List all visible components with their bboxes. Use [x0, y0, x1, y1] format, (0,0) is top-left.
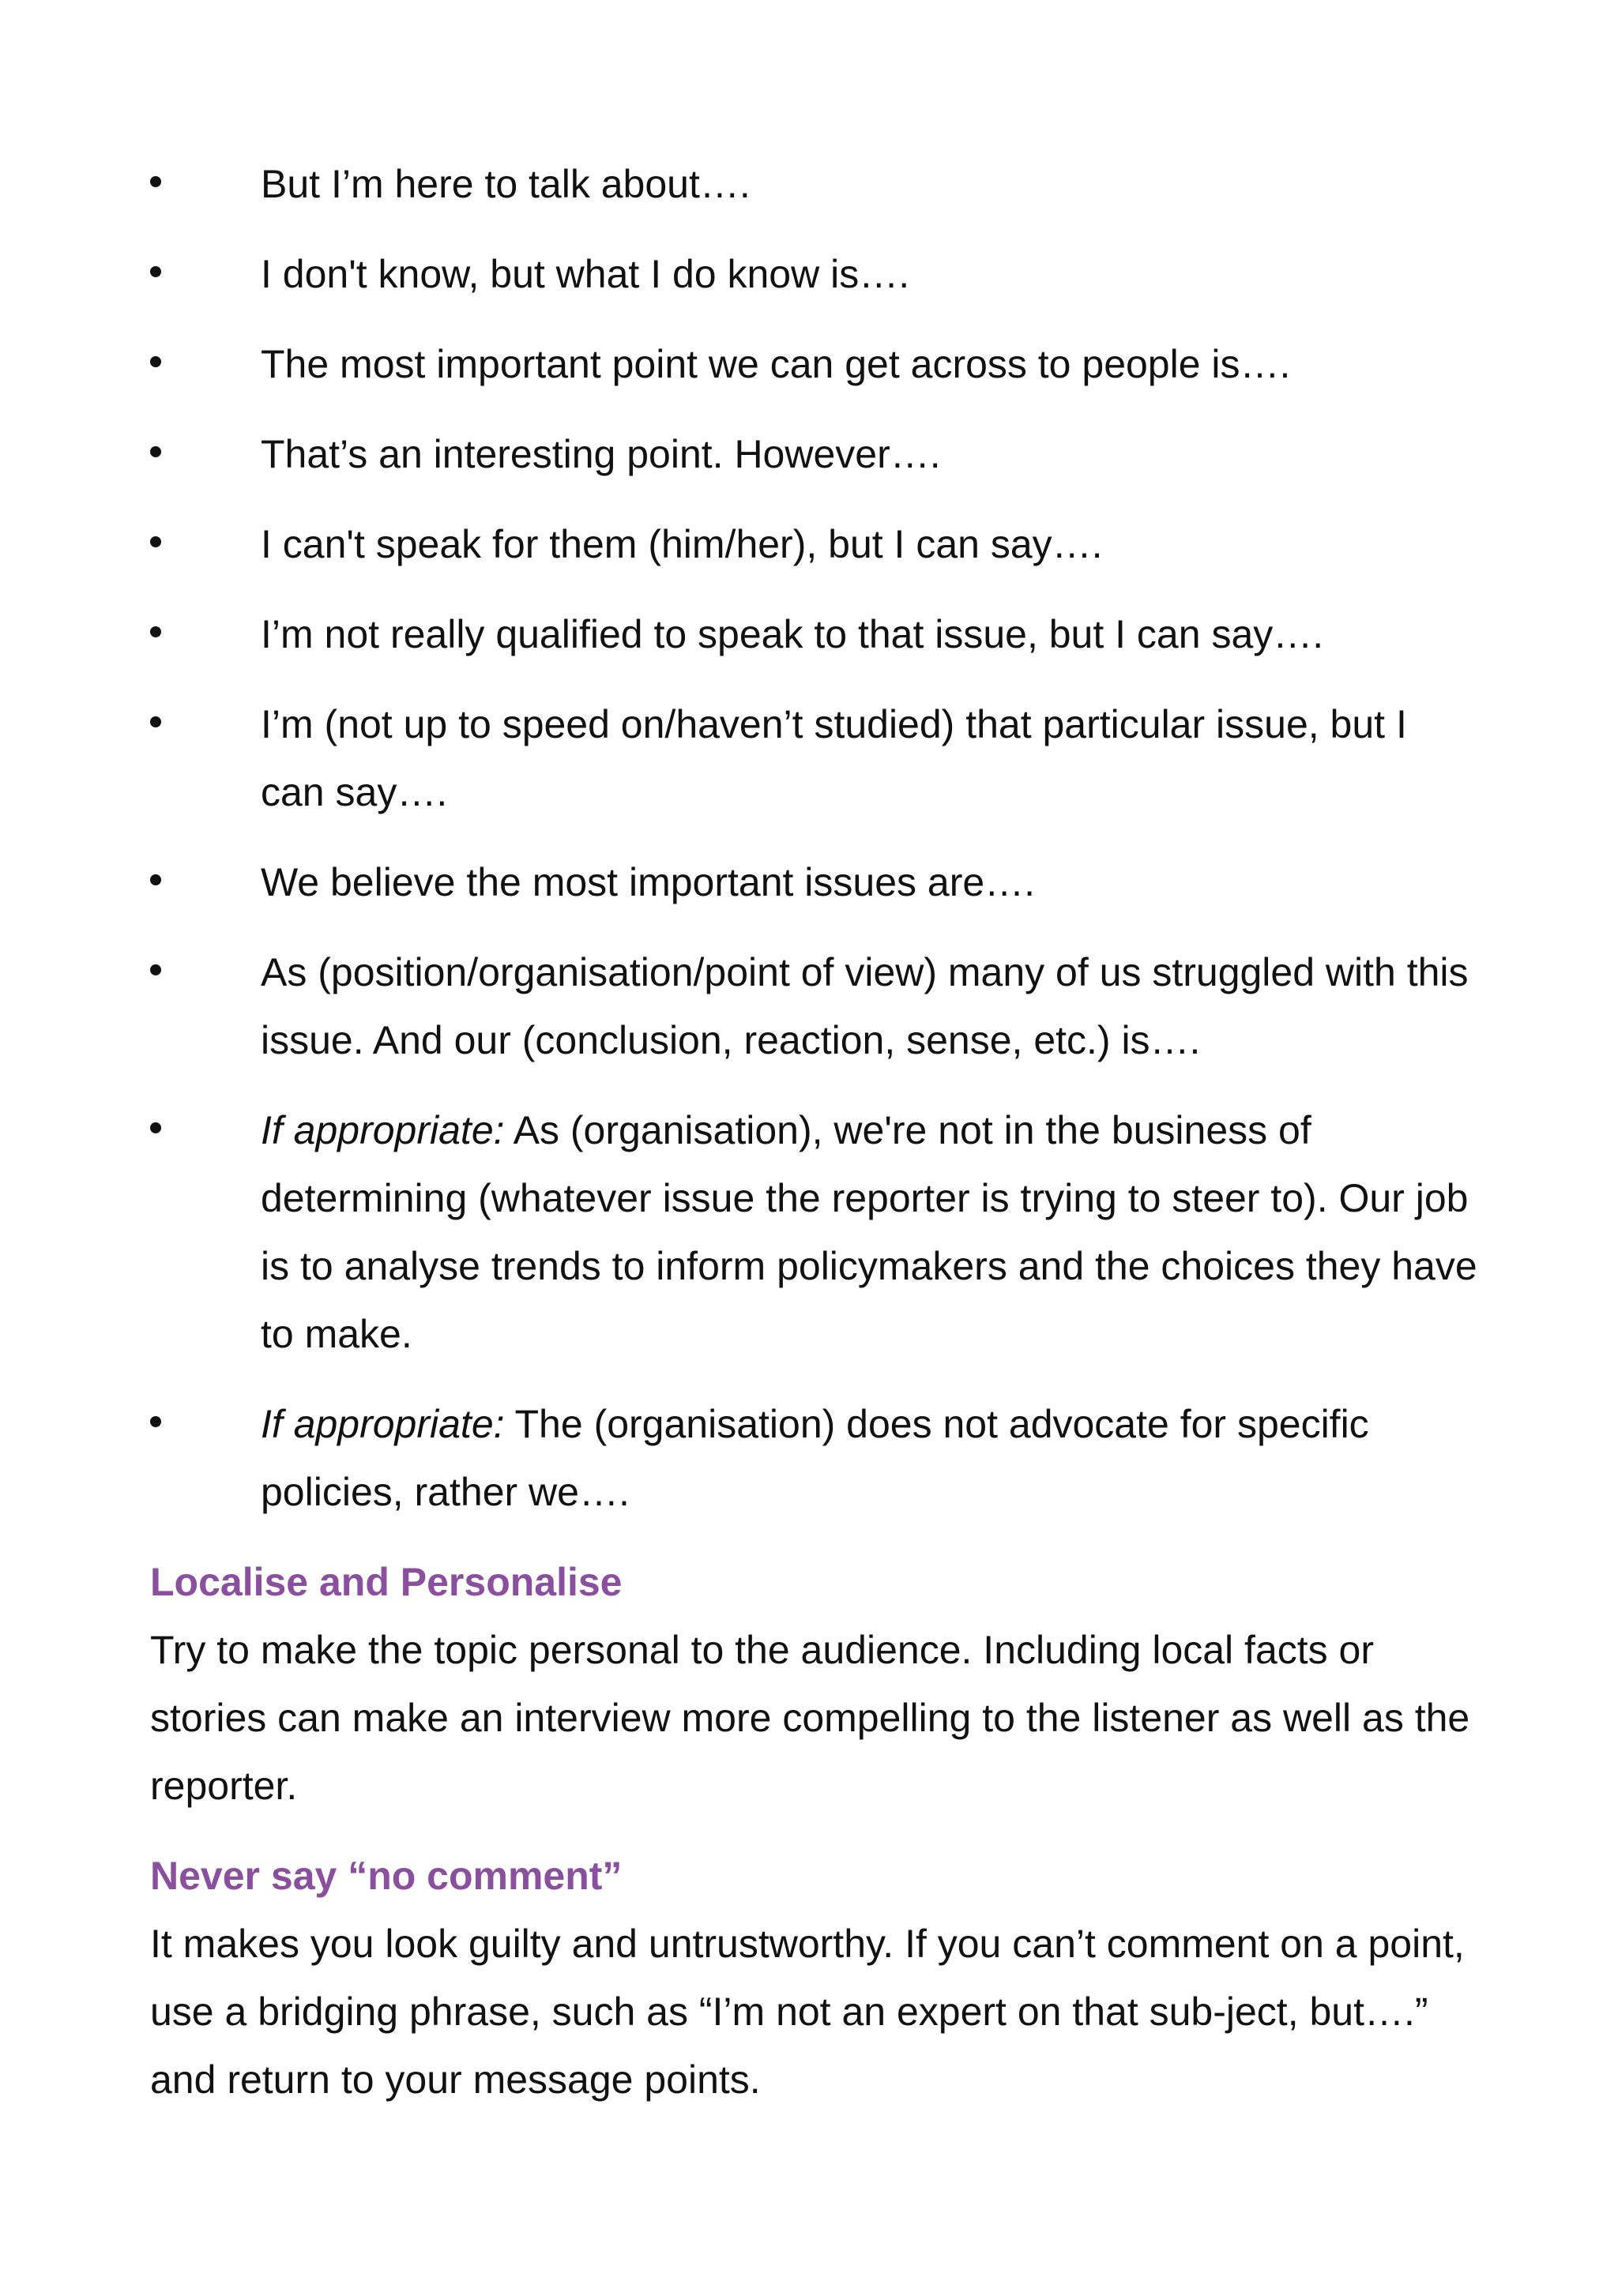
list-item-text: I’m not really qualified to speak to that issue, but I can say…. — [261, 612, 1324, 656]
bullet-icon — [150, 176, 161, 187]
list-item — [150, 240, 1477, 308]
list-item-text: The most important point we can get across to people is…. — [261, 342, 1291, 386]
list-item — [150, 510, 1477, 578]
bullet-icon — [150, 266, 161, 277]
bullet-icon — [150, 446, 161, 457]
bullet-icon — [150, 874, 161, 885]
list-item — [150, 600, 1477, 668]
list-item — [150, 690, 1477, 826]
list-item-text: I can't speak for them (him/her), but I can say…. — [261, 522, 1103, 566]
list-item-prefix: If appropriate: — [261, 1402, 505, 1446]
bullet-icon — [150, 1416, 161, 1427]
section-heading-no-comment: Never say “no comment” — [150, 1854, 623, 1898]
bullet-icon — [150, 964, 161, 975]
list-item-text: I don't know, but what I do know is…. — [261, 252, 910, 296]
list-item-text: As (organisation), we're not in the business of determining (whatever issue the reporter is trying to steer to). Our job is to analyse trends to inform policymakers and the choices they have to make. — [261, 1108, 1477, 1356]
list-item — [150, 330, 1477, 398]
bullet-icon — [150, 536, 161, 547]
list-item — [150, 938, 1477, 1074]
list-item-text: The (organisation) does not advocate for specific policies, rather we…. — [261, 1402, 1369, 1514]
list-item — [150, 1096, 1477, 1368]
bullet-icon — [150, 1122, 161, 1133]
list-item — [150, 848, 1477, 916]
list-item-text: We believe the most important issues are…. — [261, 860, 1036, 904]
bridging-phrases-list — [150, 150, 1477, 1526]
list-item — [150, 150, 1477, 218]
list-item — [150, 1390, 1477, 1526]
bullet-icon — [150, 356, 161, 367]
section-heading-localise: Localise and Personalise — [150, 1560, 623, 1604]
section-body-no-comment: It makes you look guilty and untrustworthy. If you can’t comment on a point, use a bridging phrase, such as “I’m not an expert on that sub-ject, but….” and return to your message points. — [150, 1922, 1465, 2102]
section-body-localise: Try to make the topic personal to the audience. Including local facts or stories can make an interview more compelling to the listener as well as the reporter. — [150, 1628, 1470, 1808]
list-item-text: But I’m here to talk about…. — [261, 162, 751, 206]
list-item-text: I’m (not up to speed on/haven’t studied) that particular issue, but I can say…. — [261, 702, 1407, 814]
list-item-text: As (position/organisation/point of view) many of us struggled with this issue. And our (conclusion, reaction, sense, etc.) is…. — [261, 950, 1469, 1062]
list-item-text: That’s an interesting point. However…. — [261, 432, 941, 476]
bullet-icon — [150, 716, 161, 727]
list-item-prefix: If appropriate: — [261, 1108, 505, 1152]
document-page — [150, 150, 1477, 2136]
bullet-icon — [150, 626, 161, 637]
list-item — [150, 420, 1477, 488]
